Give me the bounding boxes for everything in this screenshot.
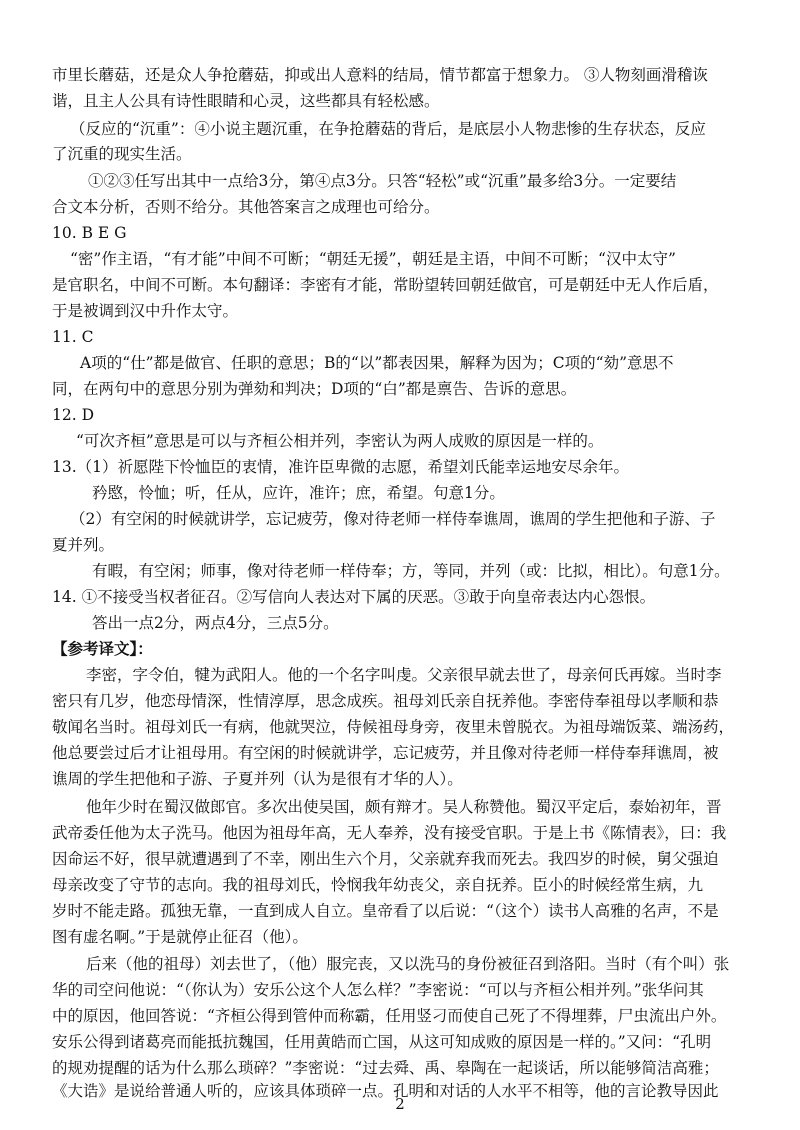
text-line: 图有虚名啊。”于是就停止征召（他）。 (52, 928, 308, 946)
text-line: 李密，字令伯，犍为武阳人。他的一个名字叫虔。父亲很早就去世了，母亲何氏再嫁。当时李 (86, 666, 722, 684)
text-line: 13.（1）祈愿陛下怜恤臣的衷情，准许臣卑微的志愿，希望刘氏能幸运地安尽余年。 (52, 458, 630, 476)
text-line: 中的原因，他回答说：“齐桓公得到管仲而称霸，任用竖刁而使自己死了不得埋葬，尸虫流出户外。 (52, 1007, 727, 1025)
text-line: 母亲改变了守节的志向。我的祖母刘氏，怜悯我年幼丧父，亲自抚养。臣小的时候经常生病，九 (52, 876, 704, 894)
text-line: 矜愍，怜恤；听，任从，应许，准许；庶，希望。句意1分。 (92, 484, 505, 502)
text-line: 谯周的学生把他和子游、子夏并列（认为是很有才华的人）。 (52, 770, 463, 788)
question-number: 11. C (52, 328, 94, 346)
text-line: 有暇，有空闲；师事，像对待老师一样侍奉；方，等同，并列（或：比拟，相比）。句意1分。 (92, 562, 730, 580)
text-line: 是官职名，中间不可断。本句翻译：李密有才能，常盼望转回朝廷做官，可是朝廷中无人作后盾， (52, 276, 719, 294)
text-line: “密”作主语，“有才能”中间不可断；“朝廷无援”，朝廷是主语，中间不可断；“汉中太守” (70, 250, 676, 268)
question-number: 12. D (52, 406, 95, 424)
text-line: 谐，且主人公具有诗性眼睛和心灵，这些都具有轻松感。 (52, 92, 440, 110)
text-line: 《大诰》是说给普通人听的，应该具体琐碎一点。孔明和对话的人水平不相等，他的言论教导因此 (52, 1082, 719, 1100)
text-line: 的规劝提醒的话为什么那么琐碎？”李密说：“过去舜、禹、皋陶在一起谈话，所以能够简洁高雅； (52, 1059, 719, 1077)
text-line: 合文本分析，否则不给分。其他答案言之成理也可给分。 (52, 198, 440, 216)
text-line: ①②③任写出其中一点给3分，第④点3分。只答“轻松”或“沉重”最多给3分。一定要结 (88, 172, 677, 190)
text-line: 他总要尝过后才让祖母用。有空闲的时候就讲学，忘记疲劳，并且像对待老师一样侍奉拜谯周，被 (52, 744, 719, 762)
section-heading: 【参考译文】： (52, 639, 153, 658)
page-number: 2 (395, 1095, 405, 1113)
text-line: 武帝委任他为太子洗马。他因为祖母年高，无人奉养，没有接受官职。于是上书《陈情表》，曰：我 (52, 824, 727, 842)
text-line: 了沉重的现实生活。 (52, 145, 192, 163)
text-line: （2）有空闲的时候就讲学，忘记疲劳，像对待老师一样侍奉谯周，谯周的学生把他和子游、子 (70, 510, 716, 528)
text-line: 敬闻名当时。祖母刘氏一有病，他就哭泣，侍候祖母身旁，夜里未曾脱衣。为祖母端饭菜、端汤药， (52, 718, 735, 736)
text-line: 于是被调到汉中升作太守。 (52, 302, 239, 320)
text-line: （反应的“沉重”：④小说主题沉重，在争抢蘑菇的背后，是底层小人物悲惨的生存状态，反应 (70, 120, 706, 138)
question-number: 10. B E G (52, 224, 127, 242)
text-line: 答出一点2分，两点4分，三点5分。 (92, 614, 339, 632)
text-line: 后来（他的祖母）刘去世了，（他）服完丧，又以洗马的身份被征召到洛阳。当时（有个叫）张 (86, 955, 730, 973)
text-line: 岁时不能走路。孤独无靠，一直到成人自立。皇帝看了以后说：“（这个）读书人高雅的名声，不是 (52, 902, 719, 920)
text-line: A项的“仕”都是做官、任职的意思；B的“以”都表因果，解释为因为；C项的“劾”意思不 (80, 354, 674, 372)
question-number: 14. ①不接受当权者征召。②写信向人表达对下属的厌恶。③敢于向皇帝表达内心怨恨。 (52, 588, 656, 606)
text-line: 同，在两句中的意思分别为弹劾和判决；D项的“白”都是禀告、告诉的意思。 (52, 380, 577, 398)
text-line: 安乐公得到诸葛亮而能抵抗魏国，任用黄皓而亡国，从这可知成败的原因是一样的。”又问：“孔明 (52, 1033, 712, 1051)
text-line: 他年少时在蜀汉做郎官。多次出使吴国，颇有辩才。吴人称赞他。蜀汉平定后，泰始初年，晋 (86, 798, 722, 816)
text-line: 夏并列。 (52, 536, 115, 554)
text-line: 华的司空问他说：“（你认为）安乐公这个人怎么样？”李密说：“可以与齐桓公相并列。”张华问其 (52, 981, 704, 999)
text-line: 市里长蘑菇，还是众人争抢蘑菇，抑或出人意料的结局，情节都富于想象力。 ③人物刻画滑稽诙 (52, 66, 708, 84)
text-line: 因命运不好，很早就遭遇到了不幸，刚出生六个月，父亲就弃我而死去。我四岁的时候，舅父强迫 (52, 850, 719, 868)
text-line: 密只有几岁，他恋母情深，性情淳厚，思念成疾。祖母刘氏亲自抚养他。李密侍奉祖母以孝顺和恭 (52, 692, 719, 710)
text-line: “可次齐桓”意思是可以与齐桓公相并列，李密认为两人成败的原因是一样的。 (76, 432, 604, 450)
